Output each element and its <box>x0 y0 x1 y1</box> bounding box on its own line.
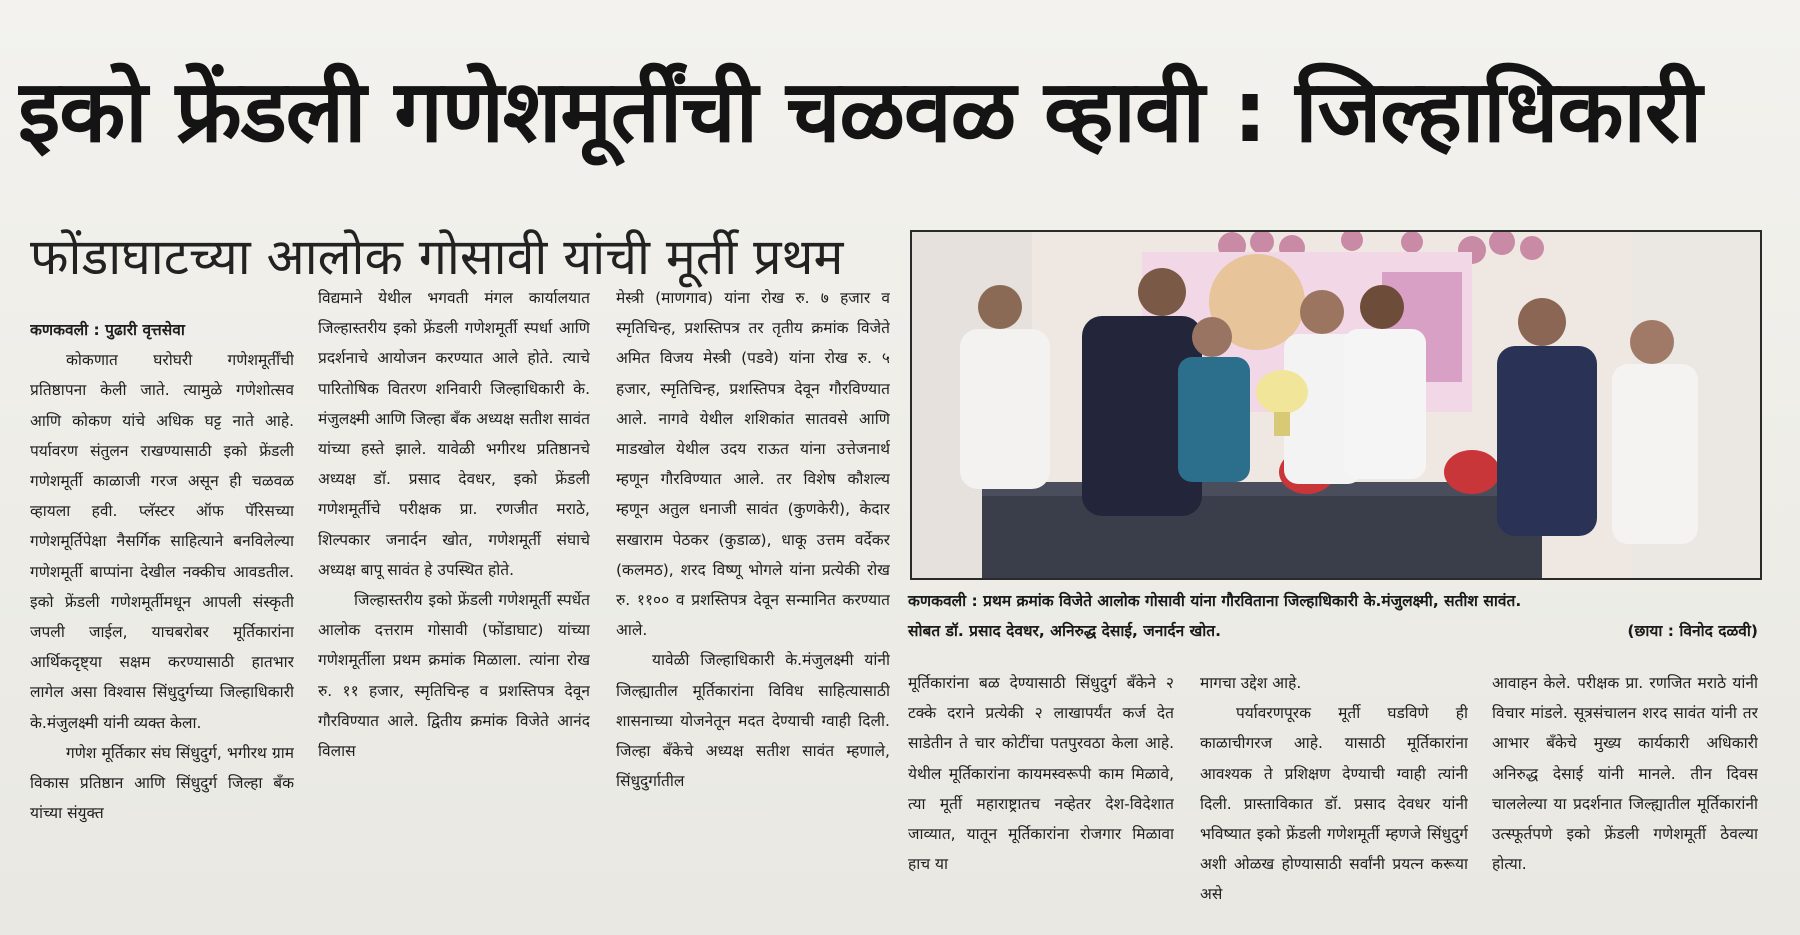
article-column-1 <box>30 315 294 921</box>
paragraph: कोकणात घरोघरी गणेशमूर्तींची प्रतिष्ठापना केली जाते. त्यामुळे गणेशोत्सव आणि कोकण यांचे अधिक घट्ट नाते आहे. पर्यावरण संतुलन राखण्यासाठी इको फ्रेंडली गणेशमूर्ती काळाजी गरज असून ही चळवळ व्हायला हवी. प्लॅस्टर ऑफ पॅरिसच्या गणेशमूर्तिपेक्षा नैसर्गिक साहित्याने बनविलेल्या गणेशमूर्ती बाप्पांना देखील नक्कीच आवडतील. इको फ्रेंडली गणेशमूर्तीमधून आपली संस्कृती जपली जाईल, याचबरोबर मूर्तिकारांना आर्थिकदृष्ट्या सक्षम करण्यासाठी हातभार लागेल असा विश्वास सिंधुदुर्गच्या जिल्हाधिकारी के.मंजुलक्ष्मी यांनी व्यक्त केला. <box>30 351 294 732</box>
paragraph: पर्यावरणपूरक मूर्ती घडविणे ही काळाचीगरज आहे. यासाठी मूर्तिकारांना आवश्यक ते प्रशिक्षण देण्याची ग्वाही त्यांनी दिली. प्रास्ताविकात डॉ. प्रसाद देवधर यांनी भविष्यात इको फ्रेंडली गणेशमूर्ती म्हणजे सिंधुदुर्ग अशी ओळख होण्यासाठी सर्वांनी प्रयत्न करूया असे <box>1200 704 1468 904</box>
paragraph: यावेळी जिल्हाधिकारी के.मंजुलक्ष्मी यांनी जिल्ह्यातील मूर्तिकारांना विविध साहित्यासाठी शासनाच्या योजनेतून मदत देण्याची ग्वाही दिली. जिल्हा बँकेचे अध्यक्ष सतीश सावंत म्हणाले, सिंधुदुर्गातील <box>616 651 890 791</box>
dateline: कणकवली : पुढारी वृत्तसेवा <box>30 321 185 339</box>
paragraph: मूर्तिकारांना बळ देण्यासाठी सिंधुदुर्ग बँकेने २ टक्के दराने प्रत्येकी २ लाखापर्यंत कर्ज देत साडेतीन ते चार कोटींचा पतपुरवठा केला आहे. येथील मूर्तिकारांना कायमस्वरूपी काम मिळावे, त्या मूर्ती महाराष्ट्रातच नव्हेतर देश-विदेशात जाव्यात, यातून मूर्तिकारांना रोजगार मिळावा हाच या <box>908 674 1174 874</box>
article-column-6 <box>1492 668 1758 921</box>
news-photo <box>910 230 1762 580</box>
paragraph: मेस्त्री (माणगाव) यांना रोख रु. ७ हजार व स्मृतिचिन्ह, प्रशस्तिपत्र तर तृतीय क्रमांक विजेते अमित विजय मेस्त्री (पडवे) यांना रोख रु. ५ हजार, स्मृतिचिन्ह, प्रशस्तिपत्र देवून गौरविण्यात आले. नागवे येथील शशिकांत सातवसे आणि माडखोल येथील उदय राऊत यांना उत्तेजनार्थ म्हणून गौरविण्यात आले. तर विशेष कौशल्य म्हणून अतुल धनाजी सावंत (कुणकेरी), केदार सखाराम पेठकर (कुडाळ), धाकू उत्तम वर्देकर (कलमठ), शरद विष्णू भोगले यांना प्रत्येकी रोख रु. ११०० व प्रशस्तिपत्र देवून सन्मानित करण्यात आले. <box>616 289 890 640</box>
article-column-4 <box>908 668 1174 921</box>
paragraph: गणेश मूर्तिकार संघ सिंधुदुर्ग, भगीरथ ग्राम विकास प्रतिष्ठान आणि सिंधुदुर्ग जिल्हा बँक यांच्या संयुक्त <box>30 743 294 823</box>
paragraph: आवाहन केले. परीक्षक प्रा. रणजित मराठे यांनी विचार मांडले. सूत्रसंचालन शरद सावंत यांनी तर आभार बँकेचे मुख्य कार्यकारी अधिकारी अनिरुद्ध देसाई यांनी मानले. तीन दिवस चाललेल्या या प्रदर्शनात जिल्ह्यातील मूर्तिकारांनी उत्स्फूर्तपणे इको फ्रेंडली गणेशमूर्ती ठेवल्या होत्या. <box>1492 674 1758 874</box>
caption-line-1: कणकवली : प्रथम क्रमांक विजेते आलोक गोसावी यांना गौरविताना जिल्हाधिकारी के.मंजुलक्ष्मी, सतीश सावंत. <box>908 592 1522 610</box>
paragraph: जिल्हास्तरीय इको फ्रेंडली गणेशमूर्ती स्पर्धेत आलोक दत्तराम गोसावी (फोंडाघाट) यांच्या गणेशमूर्तीला प्रथम क्रमांक मिळाला. त्यांना रोख रु. ११ हजार, स्मृतिचिन्ह व प्रशस्तिपत्र देवून गौरविण्यात आले. द्वितीय क्रमांक विजेते आनंद विलास <box>318 591 590 761</box>
article-column-3 <box>616 283 890 921</box>
paragraph: मागचा उद्देश आहे. <box>1200 674 1302 692</box>
paragraph: विद्यमाने येथील भगवती मंगल कार्यालयात जिल्हास्तरीय इको फ्रेंडली गणेशमूर्ती स्पर्धा आणि प्रदर्शनाचे आयोजन करण्यात आले होते. त्याचे पारितोषिक वितरण शनिवारी जिल्हाधिकारी के. मंजुलक्ष्मी आणि जिल्हा बँक अध्यक्ष सतीश सावंत यांच्या हस्ते झाले. यावेळी भगीरथ प्रतिष्ठानचे अध्यक्ष डॉ. प्रसाद देवधर, इको फ्रेंडली गणेशमूर्तीचे परीक्षक प्रा. रणजीत मराठे, शिल्पकार जनार्दन खोत, गणेशमूर्ती संघाचे अध्यक्ष बापू सावंत हे उपस्थित होते. <box>318 289 590 579</box>
subheadline: फोंडाघाटच्या आलोक गोसावी यांची मूर्ती प्रथम <box>30 228 844 286</box>
caption-line-2: सोबत डॉ. प्रसाद देवधर, अनिरुद्ध देसाई, जनार्दन खोत. <box>908 622 1222 640</box>
article-column-2 <box>318 283 590 921</box>
photo-caption <box>908 586 1758 646</box>
headline: इको फ्रेंडली गणेशमूर्तींची चळवळ व्हावी : जिल्हाधिकारी <box>18 62 1702 162</box>
photo-credit: (छाया : विनोद दळवी) <box>1627 622 1758 640</box>
article-column-5 <box>1200 668 1468 921</box>
